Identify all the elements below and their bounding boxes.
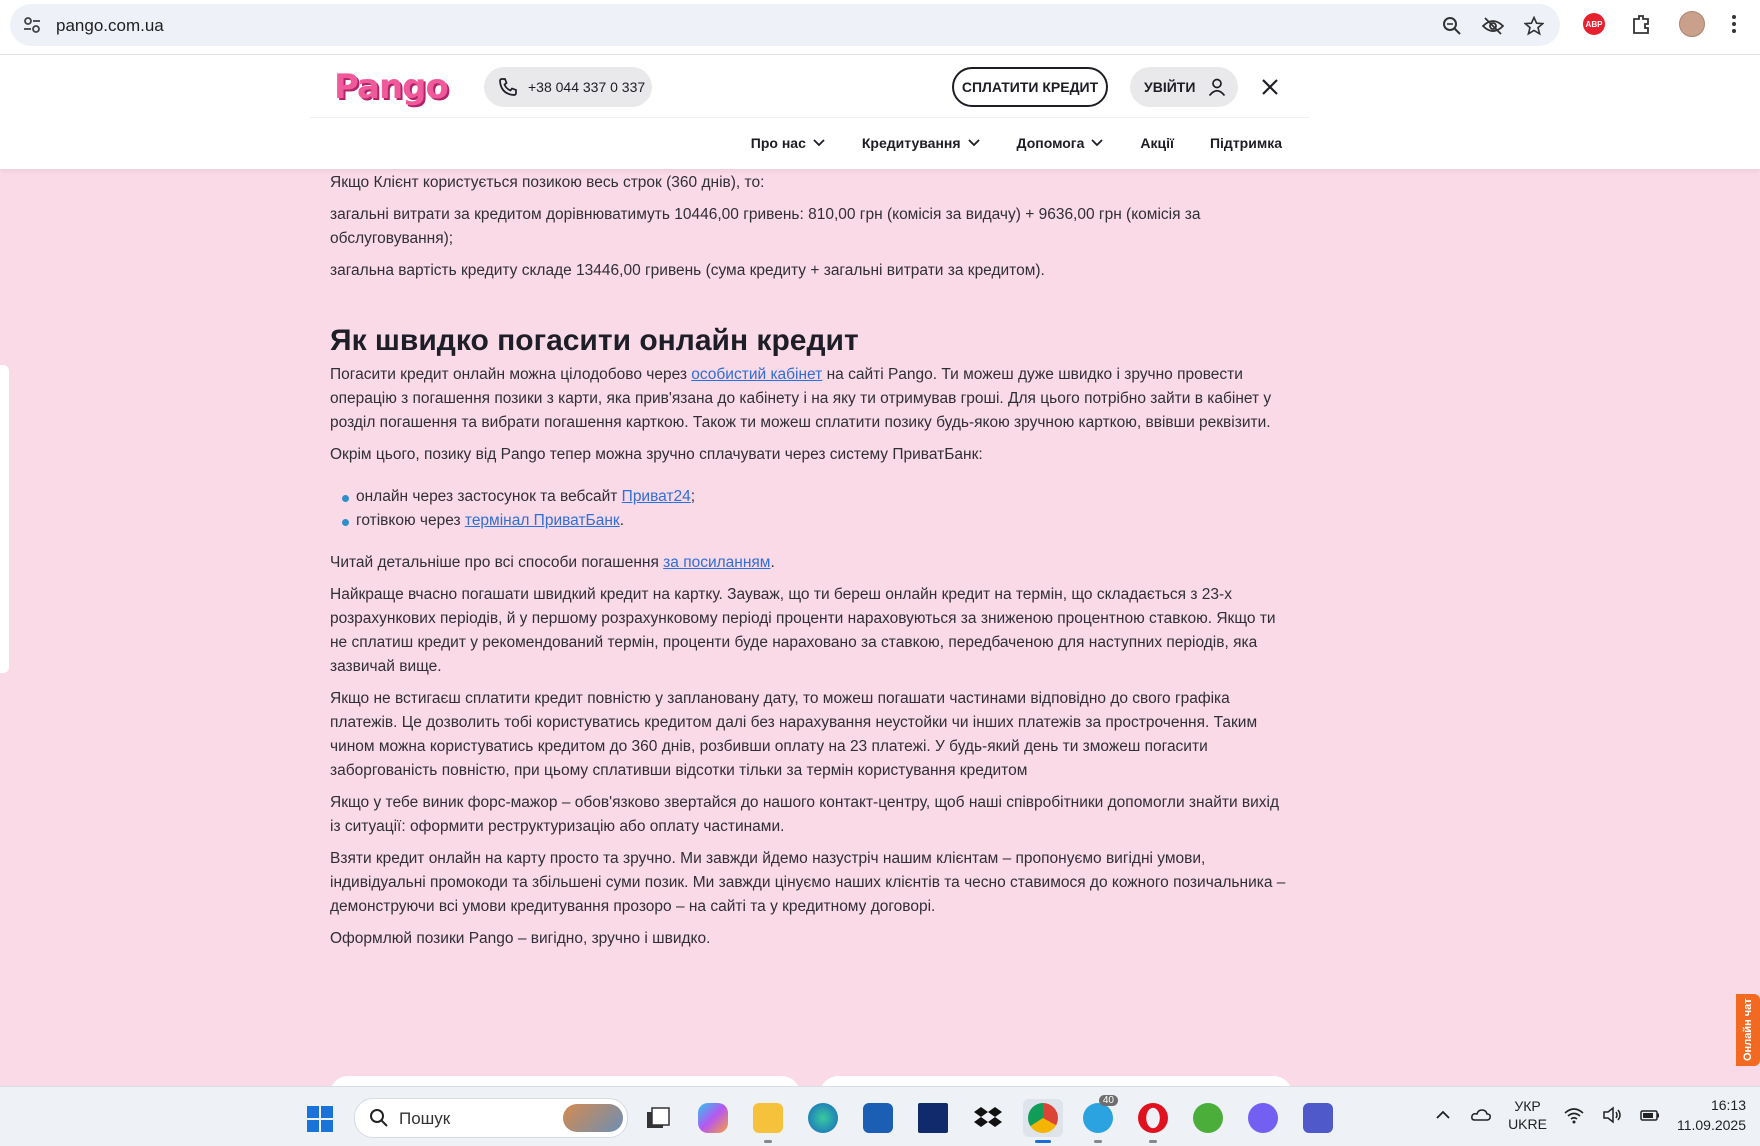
adblock-extension-icon[interactable]: ABP — [1583, 13, 1605, 35]
task-view-icon — [645, 1106, 671, 1130]
login-label: УВІЙТИ — [1144, 79, 1196, 95]
header-divider — [310, 117, 1310, 118]
main-nav — [751, 135, 1282, 151]
pango-logo[interactable]: Pango — [334, 67, 448, 107]
extensions-puzzle-icon[interactable] — [1631, 13, 1653, 35]
running-indicator — [1035, 1140, 1051, 1143]
search-placeholder: Пошук — [399, 1109, 451, 1128]
taskbar-app-opera[interactable] — [1133, 1099, 1173, 1137]
nav-label: Кредитування — [861, 135, 961, 151]
site-info-icon[interactable] — [22, 15, 42, 35]
copilot-icon — [698, 1103, 728, 1133]
nav-item-support[interactable] — [1210, 135, 1282, 151]
login-button[interactable] — [1130, 67, 1238, 107]
online-chat-tab[interactable]: Онлайн чат — [1736, 994, 1760, 1066]
search-highlight-image — [563, 1104, 623, 1132]
taskbar-app-explorer[interactable] — [748, 1099, 788, 1137]
paragraph: Окрім цього, позику від Pango тепер можна зручно сплачувати через систему ПриватБанк: — [330, 446, 983, 463]
nav-item-crediting[interactable] — [862, 135, 981, 151]
paragraph: Якщо у тебе виник форс-мажор – обов'язково звертайся до нашого контакт-центру, щоб наші співробітники допомогли знайти вихід із ситуації: оформити реструктуризацію або оплату частинами. — [330, 794, 1280, 835]
wifi-icon[interactable] — [1563, 1104, 1585, 1126]
phone-number: +38 044 337 0 337 — [528, 79, 646, 95]
list-item: готівкою через термінал ПриватБанк. — [342, 509, 1292, 533]
taskbar-app-utorrent[interactable] — [1188, 1099, 1228, 1137]
paragraph: Погасити кредит онлайн можна цілодобово через особистий кабінет на сайті Pango. Ти можеш дуже швидко і зручно провести операцію з погашення позики з карти, яка прив'язана до кабінету і на яку ти отримував гроші. Для цього потрібно зайти в кабінет у розділ погашення та вибрати погашення карткою. Також ти можеш сплатити позику будь-якою зручною карткою, ввівши реквізити. — [330, 366, 1272, 431]
chevron-up-icon[interactable] — [1432, 1104, 1454, 1126]
list-item: онлайн через застосунок та вебсайт Приват24; — [342, 485, 1292, 509]
paragraph: загальні витрати за кредитом дорівнюватимуть 10446,00 гривень: 810,00 грн (комісія за видачу) + 9636,00 грн (комісія за обслуговування); — [330, 206, 1201, 247]
onedrive-cloud-icon[interactable] — [1470, 1104, 1492, 1126]
menu-dots-icon[interactable] — [1731, 13, 1737, 35]
paragraph: Читай детальніше про всі способи погашення за посиланням. — [330, 554, 775, 571]
windows-start-icon[interactable] — [306, 1105, 334, 1133]
telegram-badge: 40 — [1099, 1095, 1118, 1106]
telegram-icon — [1083, 1103, 1113, 1133]
lang-line-2: UKRE — [1508, 1116, 1547, 1132]
windows-taskbar — [0, 1086, 1760, 1146]
bookmark-star-icon[interactable] — [1524, 16, 1544, 36]
paragraph: Взяти кредит онлайн на карту просто та зручно. Ми завжди йдемо назустріч нашим клієнтам – пропонуємо вигідні умови, індивідуальні промокоди та збільшені суми позик. Ми завжди цінуємо наших клієнтів та чесно ставимося до кожного позичальника – демонструючи всі умови кредитування прозоро – на сайті та у кредитному договорі. — [330, 850, 1286, 915]
pay-credit-button[interactable]: СПЛАТИТИ КРЕДИТ — [952, 67, 1108, 107]
opera-icon — [1138, 1103, 1168, 1133]
chevron-down-icon — [812, 138, 826, 148]
taskbar-app-viber[interactable] — [1243, 1099, 1283, 1137]
personal-cabinet-link[interactable]: особистий кабінет — [691, 366, 823, 383]
nav-item-promotions[interactable] — [1140, 135, 1174, 151]
nav-label: Допомога — [1016, 135, 1085, 151]
taskbar-app-store[interactable] — [858, 1099, 898, 1137]
folder-icon — [753, 1103, 783, 1133]
eye-off-icon[interactable] — [1482, 16, 1504, 36]
taskbar-app-copilot[interactable] — [693, 1099, 733, 1137]
taskbar-app-telegram[interactable] — [1078, 1095, 1118, 1137]
search-icon — [369, 1108, 389, 1128]
clock-time: 16:13 — [1710, 1097, 1746, 1113]
address-bar[interactable] — [10, 4, 1560, 46]
payment-methods-list — [342, 485, 1292, 533]
paragraph: Найкраще вчасно погашати швидкий кредит на картку. Зауваж, що ти береш онлайн кредит на термін, що складається з 23-х розрахункових періодів, й у першому розрахунковому періоді проценти нараховуються за зниженою процентною ставкою. Якщо ти не сплатиш кредит у рекомендований термін, проценти буде нараховано за ставкою, передбаченою для наступних періодів, яка зазвичай вище. — [330, 586, 1276, 675]
url-text[interactable]: pango.com.ua — [56, 16, 164, 35]
clock[interactable] — [1677, 1095, 1746, 1135]
chevron-down-icon — [967, 138, 981, 148]
taskbar-app-chrome[interactable] — [1023, 1099, 1063, 1137]
store-icon — [863, 1103, 893, 1133]
paragraph: Якщо Клієнт користується позикою весь строк (360 днів), то: — [330, 174, 765, 191]
viber-icon — [1248, 1103, 1278, 1133]
close-icon[interactable] — [1258, 75, 1282, 99]
taskbar-app-l[interactable] — [913, 1099, 953, 1137]
taskbar-app-teams[interactable] — [1298, 1099, 1338, 1137]
running-indicator — [1149, 1140, 1157, 1143]
privat24-link[interactable]: Приват24 — [621, 488, 691, 505]
nav-label: Про нас — [750, 135, 806, 151]
edge-icon — [808, 1103, 838, 1133]
taskbar-apps — [638, 1095, 1338, 1137]
teams-icon — [1303, 1103, 1333, 1133]
zoom-icon[interactable] — [1442, 16, 1462, 36]
lang-line-1: УКР — [1514, 1098, 1541, 1114]
utorrent-icon — [1193, 1103, 1223, 1133]
side-widget-tab[interactable] — [0, 365, 9, 673]
nav-label: Акції — [1140, 135, 1174, 151]
phone-icon — [498, 77, 518, 97]
dropbox-icon — [973, 1105, 1003, 1131]
chrome-icon — [1028, 1103, 1058, 1133]
running-indicator — [1094, 1140, 1102, 1143]
site-header — [0, 55, 1760, 169]
taskbar-app-dropbox[interactable] — [968, 1099, 1008, 1137]
taskbar-search[interactable] — [354, 1098, 628, 1138]
phone-button[interactable] — [484, 67, 652, 107]
nav-item-help[interactable] — [1017, 135, 1105, 151]
l-app-icon — [918, 1103, 948, 1133]
profile-avatar[interactable] — [1679, 11, 1705, 37]
language-indicator[interactable] — [1508, 1097, 1547, 1133]
chevron-down-icon — [1090, 138, 1104, 148]
user-icon — [1207, 77, 1227, 97]
running-indicator — [764, 1140, 772, 1143]
paragraph: Оформлюй позики Pango – вигідно, зручно і швидко. — [330, 930, 711, 947]
section-heading: Як швидко погасити онлайн кредит — [330, 324, 859, 357]
nav-label: Підтримка — [1209, 135, 1282, 151]
privatbank-terminal-link[interactable]: термінал ПриватБанк — [464, 512, 620, 529]
browser-toolbar — [0, 0, 1760, 55]
details-link[interactable]: за посиланням — [663, 554, 771, 571]
taskbar-app-edge[interactable] — [803, 1099, 843, 1137]
article-content — [330, 171, 1292, 959]
system-tray — [1432, 1095, 1746, 1135]
taskbar-app-taskview[interactable] — [638, 1099, 678, 1137]
volume-icon[interactable] — [1601, 1104, 1623, 1126]
nav-item-about[interactable] — [751, 135, 826, 151]
battery-icon[interactable] — [1639, 1104, 1661, 1126]
paragraph: загальна вартість кредиту складе 13446,00 гривень (сума кредиту + загальні витрати за кредитом). — [330, 262, 1045, 279]
clock-date: 11.09.2025 — [1676, 1117, 1746, 1133]
paragraph: Якщо не встигаєш сплатити кредит повністю у заплановану дату, то можеш погашати частинами відповідно до свого графіка платежів. Це дозволить тобі користуватись кредитом далі без нарахування неустойки чи інших платежів за прострочення. Таким чином можна користуватись кредитом до 360 днів, розбивши оплату на 23 платежі. У будь-який день ти зможеш погасити заборгованість повністю, при цьому сплативши відсотки тільки за термін користування кредитом — [330, 690, 1258, 779]
